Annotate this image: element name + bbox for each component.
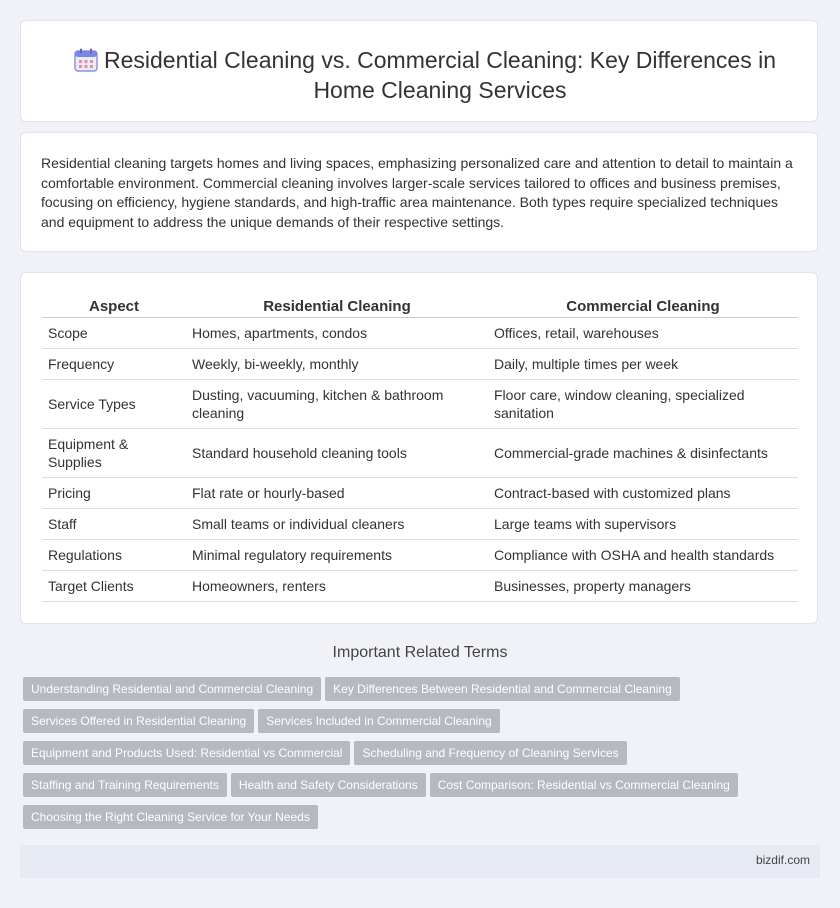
footer-brand[interactable]: bizdif.com: [755, 853, 810, 867]
table-row: [42, 318, 798, 349]
related-term-link[interactable]: Cost Comparison: Residential vs Commercial Cleaning: [430, 773, 738, 797]
table-cell: Small teams or individual cleaners: [186, 509, 488, 540]
table-row: [42, 540, 798, 571]
related-term-link[interactable]: Equipment and Products Used: Residential vs Commercial: [23, 741, 350, 765]
table-cell: Businesses, property managers: [488, 571, 798, 602]
table-cell: Equipment & Supplies: [42, 429, 186, 478]
footer: [20, 845, 820, 878]
header-aspect: Aspect: [42, 295, 186, 318]
related-terms-title: Important Related Terms: [332, 644, 508, 661]
table-row: [42, 478, 798, 509]
table-header-row: [42, 295, 798, 318]
page-title: Residential Cleaning vs. Commercial Cleaning: Key Differences in Home Cleaning Services: [104, 47, 776, 103]
table-cell: Large teams with supervisors: [488, 509, 798, 540]
table-cell: Homes, apartments, condos: [186, 318, 488, 349]
table-cell: Regulations: [42, 540, 186, 571]
table-cell: Target Clients: [42, 571, 186, 602]
table-row: [42, 380, 798, 429]
table-cell: Frequency: [42, 349, 186, 380]
table-cell: Contract-based with customized plans: [488, 478, 798, 509]
table-cell: Staff: [42, 509, 186, 540]
table-cell: Homeowners, renters: [186, 571, 488, 602]
related-term-link[interactable]: Services Offered in Residential Cleaning: [23, 709, 254, 733]
table-row: [42, 349, 798, 380]
related-terms-list: [23, 677, 803, 837]
related-term-link[interactable]: Services Included in Commercial Cleaning: [258, 709, 499, 733]
table-cell: Standard household cleaning tools: [186, 429, 488, 478]
table-cell: Daily, multiple times per week: [488, 349, 798, 380]
table-cell: Service Types: [42, 380, 186, 429]
table-cell: Weekly, bi-weekly, monthly: [186, 349, 488, 380]
table-cell: Minimal regulatory requirements: [186, 540, 488, 571]
title-card: [20, 20, 818, 122]
related-term-link[interactable]: Understanding Residential and Commercial Cleaning: [23, 677, 321, 701]
table-cell: Dusting, vacuuming, kitchen & bathroom cleaning: [186, 380, 488, 429]
table-row: [42, 429, 798, 478]
intro-text: Residential cleaning targets homes and living spaces, emphasizing personalized care and attention to detail to maintain a comfortable environment. Commercial cleaning involves larger-scale services tailored to offices and business premises, focusing on efficiency, hygiene standards, and high-traffic area maintenance. Both types require specialized techniques and equipment to address the unique demands of their respective settings.: [41, 155, 793, 230]
table-row: [42, 571, 798, 602]
header-residential: Residential Cleaning: [186, 295, 488, 318]
intro-card: [20, 132, 818, 252]
related-term-link[interactable]: Choosing the Right Cleaning Service for Your Needs: [23, 805, 318, 829]
related-term-link[interactable]: Scheduling and Frequency of Cleaning Services: [354, 741, 626, 765]
table-row: [42, 509, 798, 540]
comparison-table: [42, 295, 798, 602]
comparison-card: [20, 272, 818, 624]
table-cell: Floor care, window cleaning, specialized sanitation: [488, 380, 798, 429]
table-cell: Scope: [42, 318, 186, 349]
table-cell: Commercial-grade machines & disinfectants: [488, 429, 798, 478]
related-term-link[interactable]: Staffing and Training Requirements: [23, 773, 227, 797]
table-cell: Flat rate or hourly-based: [186, 478, 488, 509]
table-cell: Offices, retail, warehouses: [488, 318, 798, 349]
table-cell: Compliance with OSHA and health standards: [488, 540, 798, 571]
header-commercial: Commercial Cleaning: [488, 295, 798, 318]
related-term-link[interactable]: Key Differences Between Residential and Commercial Cleaning: [325, 677, 680, 701]
related-term-link[interactable]: Health and Safety Considerations: [231, 773, 426, 797]
table-cell: Pricing: [42, 478, 186, 509]
